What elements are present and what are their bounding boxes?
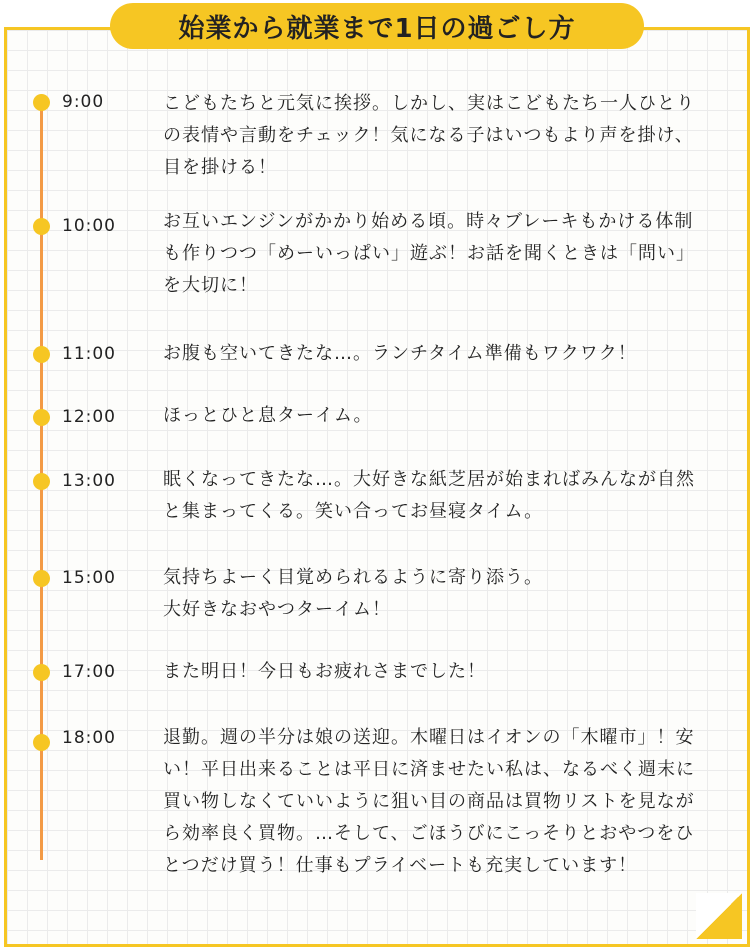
entry-time: 11:00 — [62, 344, 116, 364]
timeline-dot — [33, 218, 50, 235]
entry-text: また明日！今日もお疲れさまでした！ — [163, 661, 486, 682]
timeline-dot — [33, 409, 50, 426]
entry-time: 17:00 — [62, 662, 116, 682]
entry-time: 10:00 — [62, 216, 116, 236]
timeline-dot — [33, 570, 50, 587]
page-title: 始業から就業まで1日の過ごし方 — [110, 3, 644, 49]
timeline-dot — [33, 473, 50, 490]
entry-text: 眠くなってきたな…。大好きな紙芝居が始まればみんなが自然と集まってくる。笑い合ってお昼寝タイム。 — [163, 469, 695, 522]
timeline-dot — [33, 734, 50, 751]
entry-text: お互いエンジンがかかり始める頃。時々ブレーキもかける体制も作りつつ「めーいっぱい」遊ぶ！お話を聞くときは「問い」を大切に！ — [163, 211, 695, 296]
entry-time: 13:00 — [62, 471, 116, 491]
entry-text: お腹も空いてきたな…。ランチタイム準備もワクワク！ — [163, 343, 637, 364]
entry-time: 9:00 — [62, 92, 105, 112]
timeline-dot — [33, 346, 50, 363]
entry-text: ほっとひと息ターイム。 — [163, 405, 373, 426]
timeline-dot — [33, 94, 50, 111]
entry-time: 15:00 — [62, 568, 116, 588]
entry-text: こどもたちと元気に挨拶。しかし、実はこどもたち一人ひとりの表情や言動をチェック！気になる子はいつもより声を掛け、目を掛ける！ — [163, 93, 695, 178]
entry-text: 退勤。週の半分は娘の送迎。木曜日はイオンの「木曜市」！安い！平日出来ることは平日に済ませたい私は、なるべく週末に買い物しなくていいように狙い目の商品は買物リストを見ながら効率良く買物。…そして、ごほうびにこっそりとおやつをひとつだけ買う！仕事もプライベートも充実しています！ — [163, 727, 695, 876]
timeline-dot — [33, 664, 50, 681]
entry-time: 18:00 — [62, 728, 116, 748]
page-fold-corner — [696, 893, 742, 939]
entry-time: 12:00 — [62, 407, 116, 427]
entry-text: 気持ちよーく目覚められるように寄り添う。 大好きなおやつターイム！ — [163, 567, 543, 620]
